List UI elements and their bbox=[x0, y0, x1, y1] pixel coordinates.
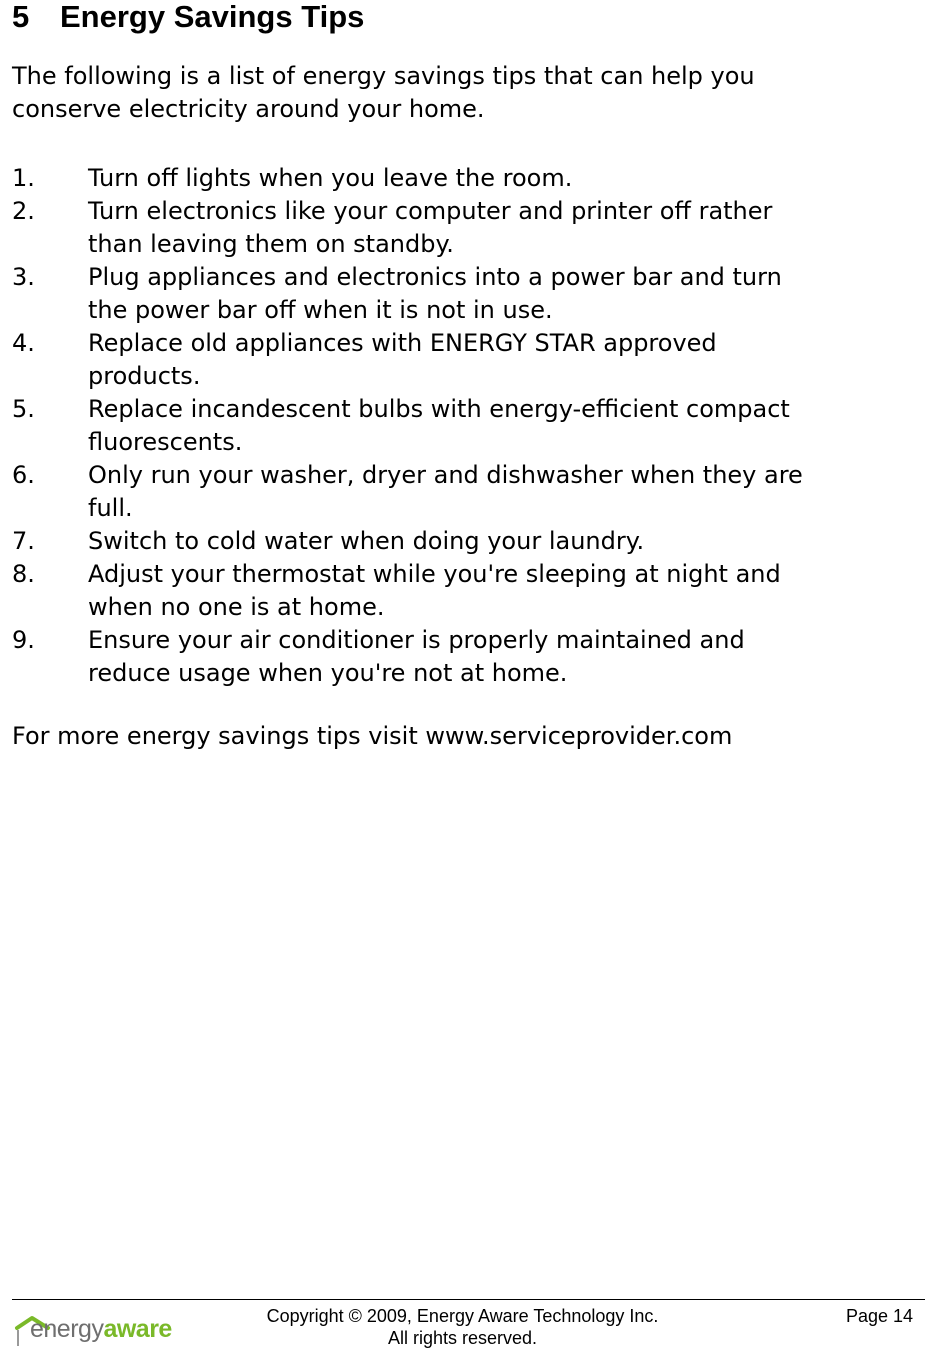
tip-text bbox=[88, 525, 917, 558]
intro-line: conserve electricity around your home. bbox=[12, 95, 485, 123]
tip-line: Switch to cold water when doing your laundry. bbox=[88, 527, 645, 555]
tip-item bbox=[12, 393, 917, 459]
tip-line: Turn off lights when you leave the room. bbox=[88, 164, 573, 192]
page-number: Page 14 bbox=[845, 1306, 913, 1326]
tip-item bbox=[12, 327, 917, 393]
tip-line: when no one is at home. bbox=[88, 593, 385, 621]
logo-word-energy: energy bbox=[30, 1315, 104, 1343]
tip-text bbox=[88, 558, 917, 624]
tip-text bbox=[88, 261, 917, 327]
tip-item bbox=[12, 261, 917, 327]
tip-number: 7. bbox=[12, 527, 35, 555]
tip-number: 4. bbox=[12, 329, 35, 357]
section-number: 5 bbox=[12, 0, 30, 34]
logo-wordmark bbox=[30, 1314, 172, 1344]
intro-line: The following is a list of energy savings tips that can help you bbox=[12, 62, 755, 90]
tip-line: the power bar off when it is not in use. bbox=[88, 296, 553, 324]
tip-text bbox=[88, 195, 917, 261]
tip-line: Plug appliances and electronics into a power bar and turn bbox=[88, 263, 782, 291]
tip-line: full. bbox=[88, 494, 133, 522]
footer-divider bbox=[12, 1299, 925, 1300]
tip-item bbox=[12, 162, 917, 195]
tip-item bbox=[12, 459, 917, 525]
tip-item bbox=[12, 525, 917, 558]
tip-number: 5. bbox=[12, 395, 35, 423]
logo-word-aware: aware bbox=[103, 1315, 172, 1343]
tip-line: fluorescents. bbox=[88, 428, 243, 456]
tip-text bbox=[88, 327, 917, 393]
tip-line: Replace incandescent bulbs with energy-efficient compact bbox=[88, 395, 790, 423]
tip-line: Adjust your thermostat while you're sleeping at night and bbox=[88, 560, 781, 588]
tip-number: 6. bbox=[12, 461, 35, 489]
tip-line: Replace old appliances with ENERGY STAR approved bbox=[88, 329, 717, 357]
tip-line: Ensure your air conditioner is properly maintained and bbox=[88, 626, 745, 654]
tips-list bbox=[12, 162, 917, 690]
tip-number: 3. bbox=[12, 263, 35, 291]
tip-line: Turn electronics like your computer and printer off rather bbox=[88, 197, 773, 225]
intro-paragraph bbox=[12, 60, 912, 126]
tip-line: reduce usage when you're not at home. bbox=[88, 659, 568, 687]
tip-line: Only run your washer, dryer and dishwasher when they are bbox=[88, 461, 803, 489]
more-tips-text: For more energy savings tips visit www.serviceprovider.com bbox=[12, 722, 733, 750]
tip-text bbox=[88, 162, 917, 195]
energyaware-logo bbox=[14, 1308, 186, 1348]
rights-line: All rights reserved. bbox=[387, 1328, 538, 1348]
tip-number: 8. bbox=[12, 560, 35, 588]
tip-text bbox=[88, 393, 917, 459]
tip-item bbox=[12, 558, 917, 624]
tip-item bbox=[12, 624, 917, 690]
tip-line: than leaving them on standby. bbox=[88, 230, 454, 258]
tip-number: 9. bbox=[12, 626, 35, 654]
tip-number: 2. bbox=[12, 197, 35, 225]
tip-text bbox=[88, 459, 917, 525]
tip-text bbox=[88, 624, 917, 690]
copyright-notice bbox=[210, 1305, 715, 1349]
tip-line: products. bbox=[88, 362, 201, 390]
tip-number: 1. bbox=[12, 164, 35, 192]
section-heading bbox=[12, 0, 364, 36]
section-title: Energy Savings Tips bbox=[60, 0, 365, 34]
tip-item bbox=[12, 195, 917, 261]
copyright-line: Copyright © 2009, Energy Aware Technology Inc. bbox=[266, 1306, 659, 1326]
